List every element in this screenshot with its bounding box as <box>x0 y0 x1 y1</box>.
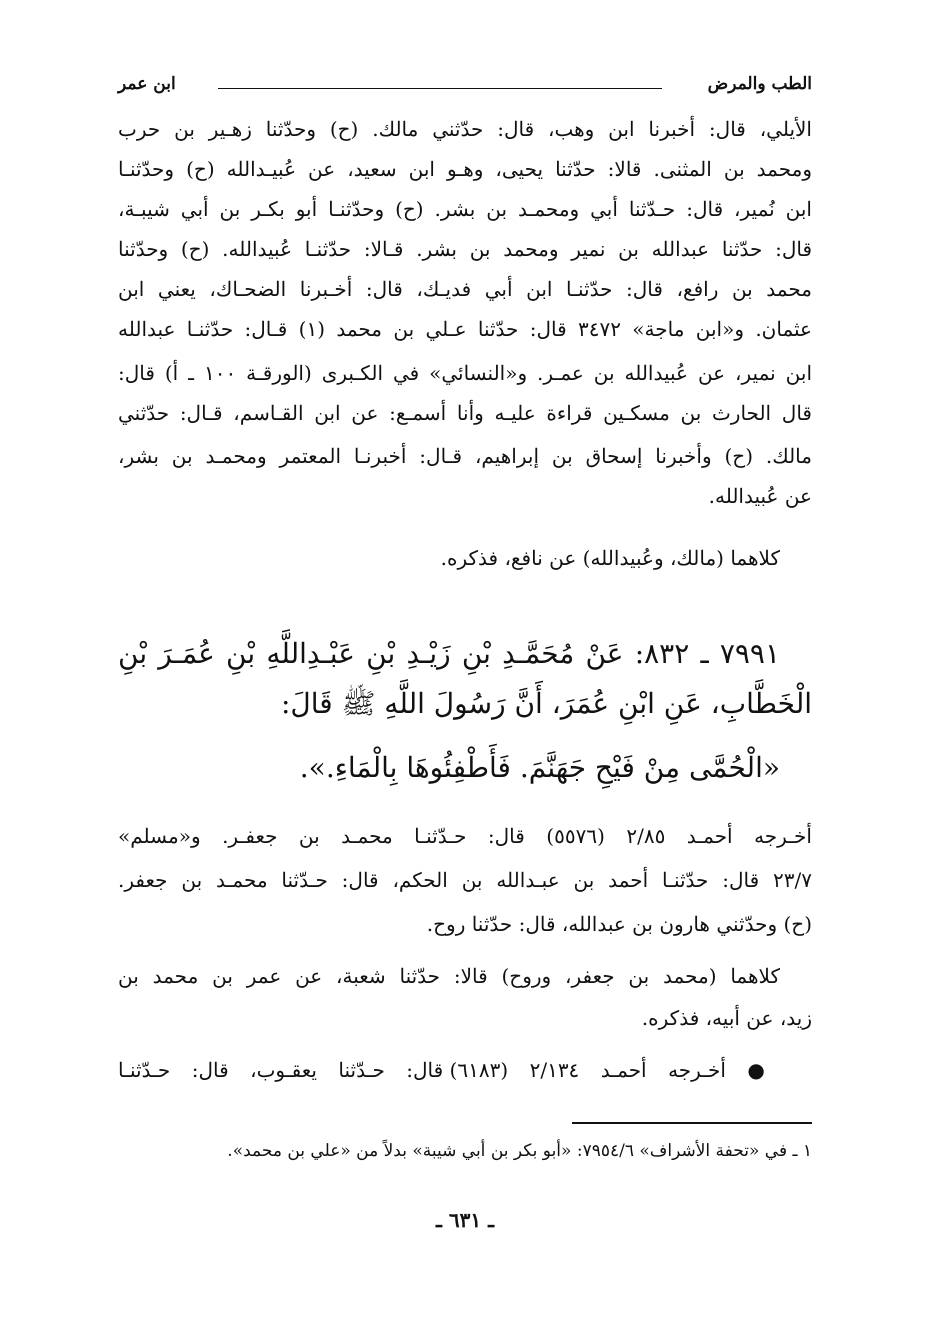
text-line: ● أخـرجه أحمـد ٢/١٣٤ (٦١٨٣) قال: حـدّثنا يعقـوب، قال: حـدّثنـا <box>118 1058 780 1082</box>
footnote: ١ ـ في «تحفة الأشراف» ٧٩٥٤/٦: «أبو بكر بن أبي شيبة» بدلاً من «علي بن محمد». <box>227 1141 812 1161</box>
running-header <box>118 72 812 106</box>
hadith-line: ٧٩٩١ ـ ٨٣٢: عَنْ مُحَمَّـدِ بْنِ زَيْـدِ بْنِ عَبْـدِاللَّهِ بْنِ عُمَـرَ بْنِ <box>118 637 780 670</box>
header-rule <box>218 88 662 89</box>
text-line: ابن نُمير، قال: حـدّثنا أبي ومحمـد بن بشر. (ح) وحدّثنـا أبو بكـر بن أبي شيبـة، <box>118 197 812 221</box>
text-line: ومحمد بن المثنى. قالا: حدّثنا يحيى، وهـو ابن سعيد، عن عُبيـدالله (ح) وحدّثنـا <box>118 157 812 181</box>
text-line: (ح) وحدّثني هارون بن عبدالله، قال: حدّثنا روح. <box>426 912 812 936</box>
hadith-line: «الْحُمَّى مِنْ فَيْحِ جَهَنَّمَ. فَأَطْفِئُوهَا بِالْمَاءِ.». <box>299 751 780 784</box>
text-line: قال الحارث بن مسكـين قراءة عليـه وأنا أسمـع: عن ابن القـاسم، قـال: حدّثني <box>118 401 812 425</box>
text-line: عثمان. و«ابن ماجة» ٣٤٧٢ قال: حدّثنا عـلي بن محمد (١) قـال: حدّثنـا عبدالله <box>118 317 812 341</box>
text-line: كلاهما (محمد بن جعفر، وروح) قالا: حدّثنا شعبة، عن عمر بن محمد بن <box>118 964 780 988</box>
text-line: عن عُبيدالله. <box>708 484 812 508</box>
text-line: أخـرجه أحمـد ٢/٨٥ (٥٥٧٦) قال: حـدّثنـا محمـد بن جعفـر. و«مسلم» <box>118 824 812 848</box>
footnote-rule <box>572 1122 812 1124</box>
text-line: ٢٣/٧ قال: حدّثنـا أحمد بن عبـدالله بن الحكم، قال: حـدّثنا محمـد بن جعفر. <box>118 868 812 892</box>
text-line: زيد، عن أبيه، فذكره. <box>641 1006 812 1030</box>
text-line: ابن نمير، عن عُبيدالله بن عمـر. و«النسائي» في الكـبرى (الورقـة ١٠٠ ـ أ) قال: <box>118 361 812 385</box>
chapter-title: الطب والمرض <box>707 74 812 94</box>
text-line: محمد بن رافع، قال: حدّثنـا ابن أبي فديـك، قال: أخـبرنا الضحـاك، يعني ابن <box>118 277 812 301</box>
page-number: ـ ٦٣١ ـ <box>436 1208 494 1232</box>
text-line: كلاهما (مالك، وعُبيدالله) عن نافع، فذكره. <box>440 546 780 570</box>
text-line: قال: حدّثنا عبدالله بن نمير ومحمد بن بشر. قـالا: حدّثنـا عُبيدالله. (ح) وحدّثنا <box>118 237 812 261</box>
hadith-line: الْخَطَّابِ، عَنِ ابْنِ عُمَرَ، أَنَّ رَسُولَ اللَّهِ ﷺ قَالَ: <box>280 687 812 720</box>
text-line: الأيلي، قال: أخبرنا ابن وهب، قال: حدّثني مالك. (ح) وحدّثنا زهـير بن حرب <box>118 117 812 141</box>
text-line: مالك. (ح) وأخبرنا إسحاق بن إبراهيم، قـال: أخبرنـا المعتمر ومحمـد بن بشر، <box>118 444 812 468</box>
book-title: ابن عمر <box>118 74 176 94</box>
